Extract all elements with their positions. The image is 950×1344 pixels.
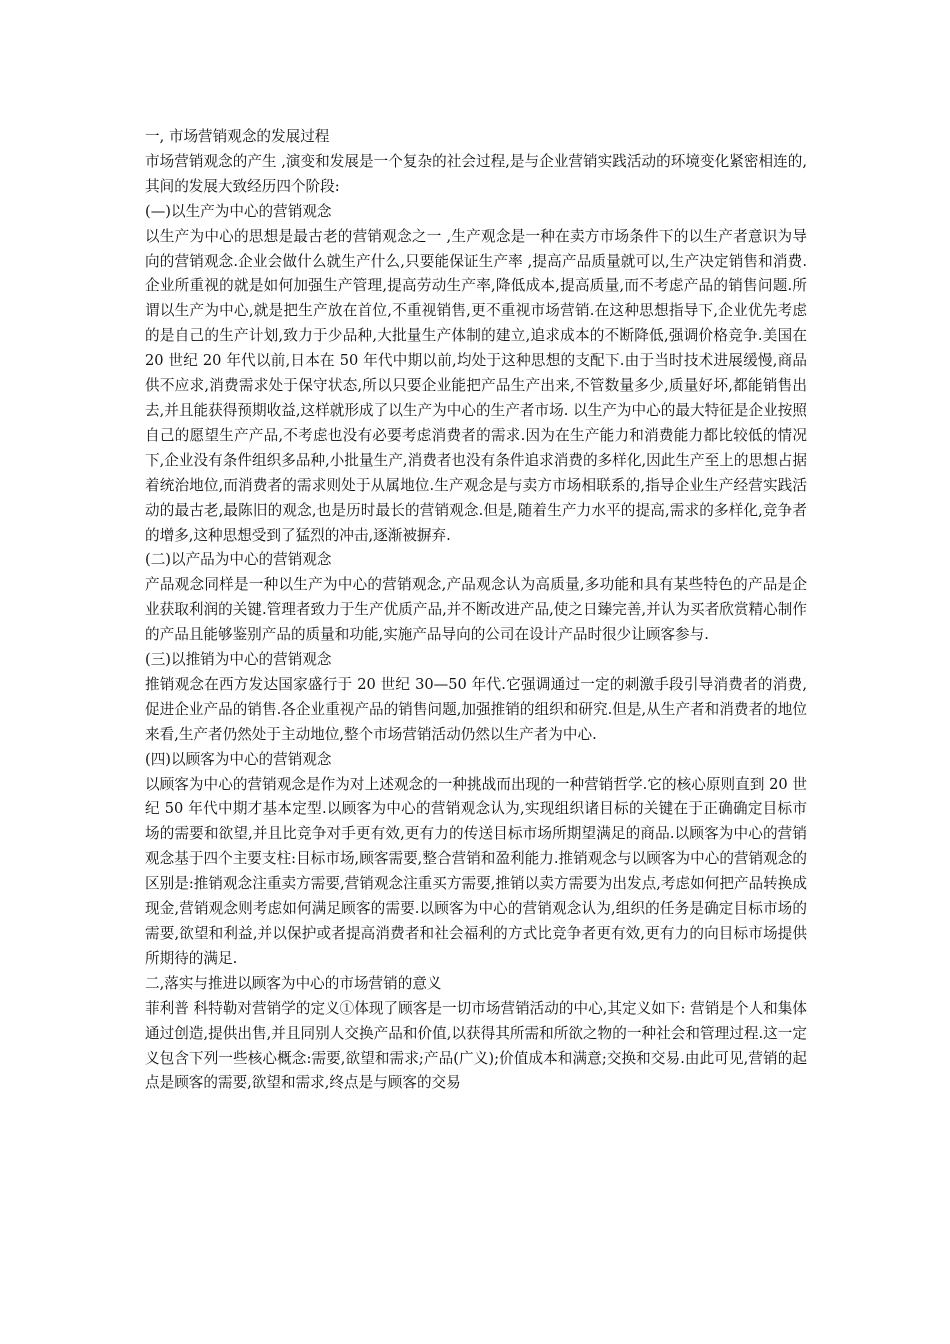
subheading-production-concept: (—)以生产为中心的营销观念	[145, 202, 332, 220]
paragraph-product-concept: 产品观念同样是一种以生产为中心的营销观念,产品观念认为高质量,多功能和具有某些特色的产品是企业获取利润的关键.管理者致力于生产优质产品,并不断改进产品,使之日臻完善,并认为买者欣赏精心制作的产品且能够鉴别产品的质量和功能,实施产品导向的公司在设计产品时很少让顾客参与.	[145, 576, 807, 644]
paragraph-marketing-definition: 菲利普 科特勒对营销学的定义①体现了顾客是一切市场营销活动的中心,其定义如下: 营销是个人和集体通过创造,提供出售,并且同别人交换产品和价值,以获得其所需和所欲之物的一种社会和管理过程.这一定义包含下列一些核心概念:需要,欲望和需求;产品(广义);价值成本和满意;交换和交易.由此可见,营销的起点是顾客的需要,欲望和需求,终点是与顾客的交易	[145, 999, 807, 1092]
paragraph-selling-concept: 推销观念在西方发达国家盛行于 20 世纪 30—50 年代.它强调通过一定的刺激手段引导消费者的消费,促进企业产品的销售.各企业重视产品的销售问题,加强推销的组织和研究.但是,从生产者和消费者的地位来看,生产者仍然处于主动地位,整个市场营销活动仍然以生产者为中心.	[145, 675, 807, 743]
subheading-customer-concept: (四)以顾客为中心的营销观念	[145, 750, 332, 768]
document-page	[145, 125, 807, 1096]
subheading-product-concept: (二)以产品为中心的营销观念	[145, 551, 332, 569]
intro-paragraph: 市场营销观念的产生 ,演变和发展是一个复杂的社会过程,是与企业营销实践活动的环境变化紧密相连的,其间的发展大致经历四个阶段:	[145, 152, 807, 195]
paragraph-production-concept: 以生产为中心的思想是最古老的营销观念之一 ,生产观念是一种在卖方市场条件下的以生产者意识为导向的营销观念.企业会做什么就生产什么,只要能保证生产率 ,提高产品质量就可以,生产决定销售和消费.企业所重视的就是如何加强生产管理,提高劳动生产率,降低成本,提高质量,而不考虑产品的销售问题.所谓以生产为中心,就是把生产放在首位,不重视销售,更不重视市场营销.在这种思想指导下,企业优先考虑的是自己的生产计划,致力于少品种,大批量生产体制的建立,追求成本的不断降低,强调价格竞争.美国在 20 世纪 20 年代以前,日本在 50 年代中期以前,均处于这种思想的支配下.由于当时技术进展缓慢,商品供不应求,消费需求处于保守状态,所以只要企业能把产品生产出来,不管数量多少,质量好坏,都能销售出去,并且能获得预期收益,这样就形成了以生产为中心的生产者市场. 以生产为中心的最大特征是企业按照自己的愿望生产产品,不考虑也没有必要考虑消费者的需求.因为在生产能力和消费能力都比较低的情况下,企业没有条件组织多品种,小批量生产,消费者也没有条件追求消费的多样化,因此生产至上的思想占据着统治地位,而消费者的需求则处于从属地位.生产观念是与卖方市场相联系的,指导企业生产经营实践活动的最古老,最陈旧的观念,也是历时最长的营销观念.但是,随着生产力水平的提高,需求的多样化,竞争者的增多,这种思想受到了猛烈的冲击,逐渐被摒弃.	[145, 227, 807, 544]
section-heading-2: 二,落实与推进以顾客为中心的市场营销的意义	[145, 974, 442, 992]
paragraph-customer-concept: 以顾客为中心的营销观念是作为对上述观念的一种挑战而出现的一种营销哲学.它的核心原则直到 20 世纪 50 年代中期才基本定型.以顾客为中心的营销观念认为,实现组织诸目标的关键在于正确确定目标市场的需要和欲望,并且比竞争对手更有效,更有力的传送目标市场所期望满足的商品.以顾客为中心的营销观念基于四个主要支柱:目标市场,顾客需要,整合营销和盈利能力.推销观念与以顾客为中心的营销观念的区别是:推销观念注重卖方需要,营销观念注重买方需要,推销以卖方需要为出发点,考虑如何把产品转换成现金,营销观念则考虑如何满足顾客的需要.以顾客为中心的营销观念认为,组织的任务是确定目标市场的需要,欲望和利益,并以保护或者提高消费者和社会福利的方式比竞争者更有效,更有力的向目标市场提供所期待的满足.	[145, 775, 807, 967]
subheading-selling-concept: (三)以推销为中心的营销观念	[145, 651, 332, 669]
section-heading-1: 一, 市场营销观念的发展过程	[145, 128, 330, 145]
